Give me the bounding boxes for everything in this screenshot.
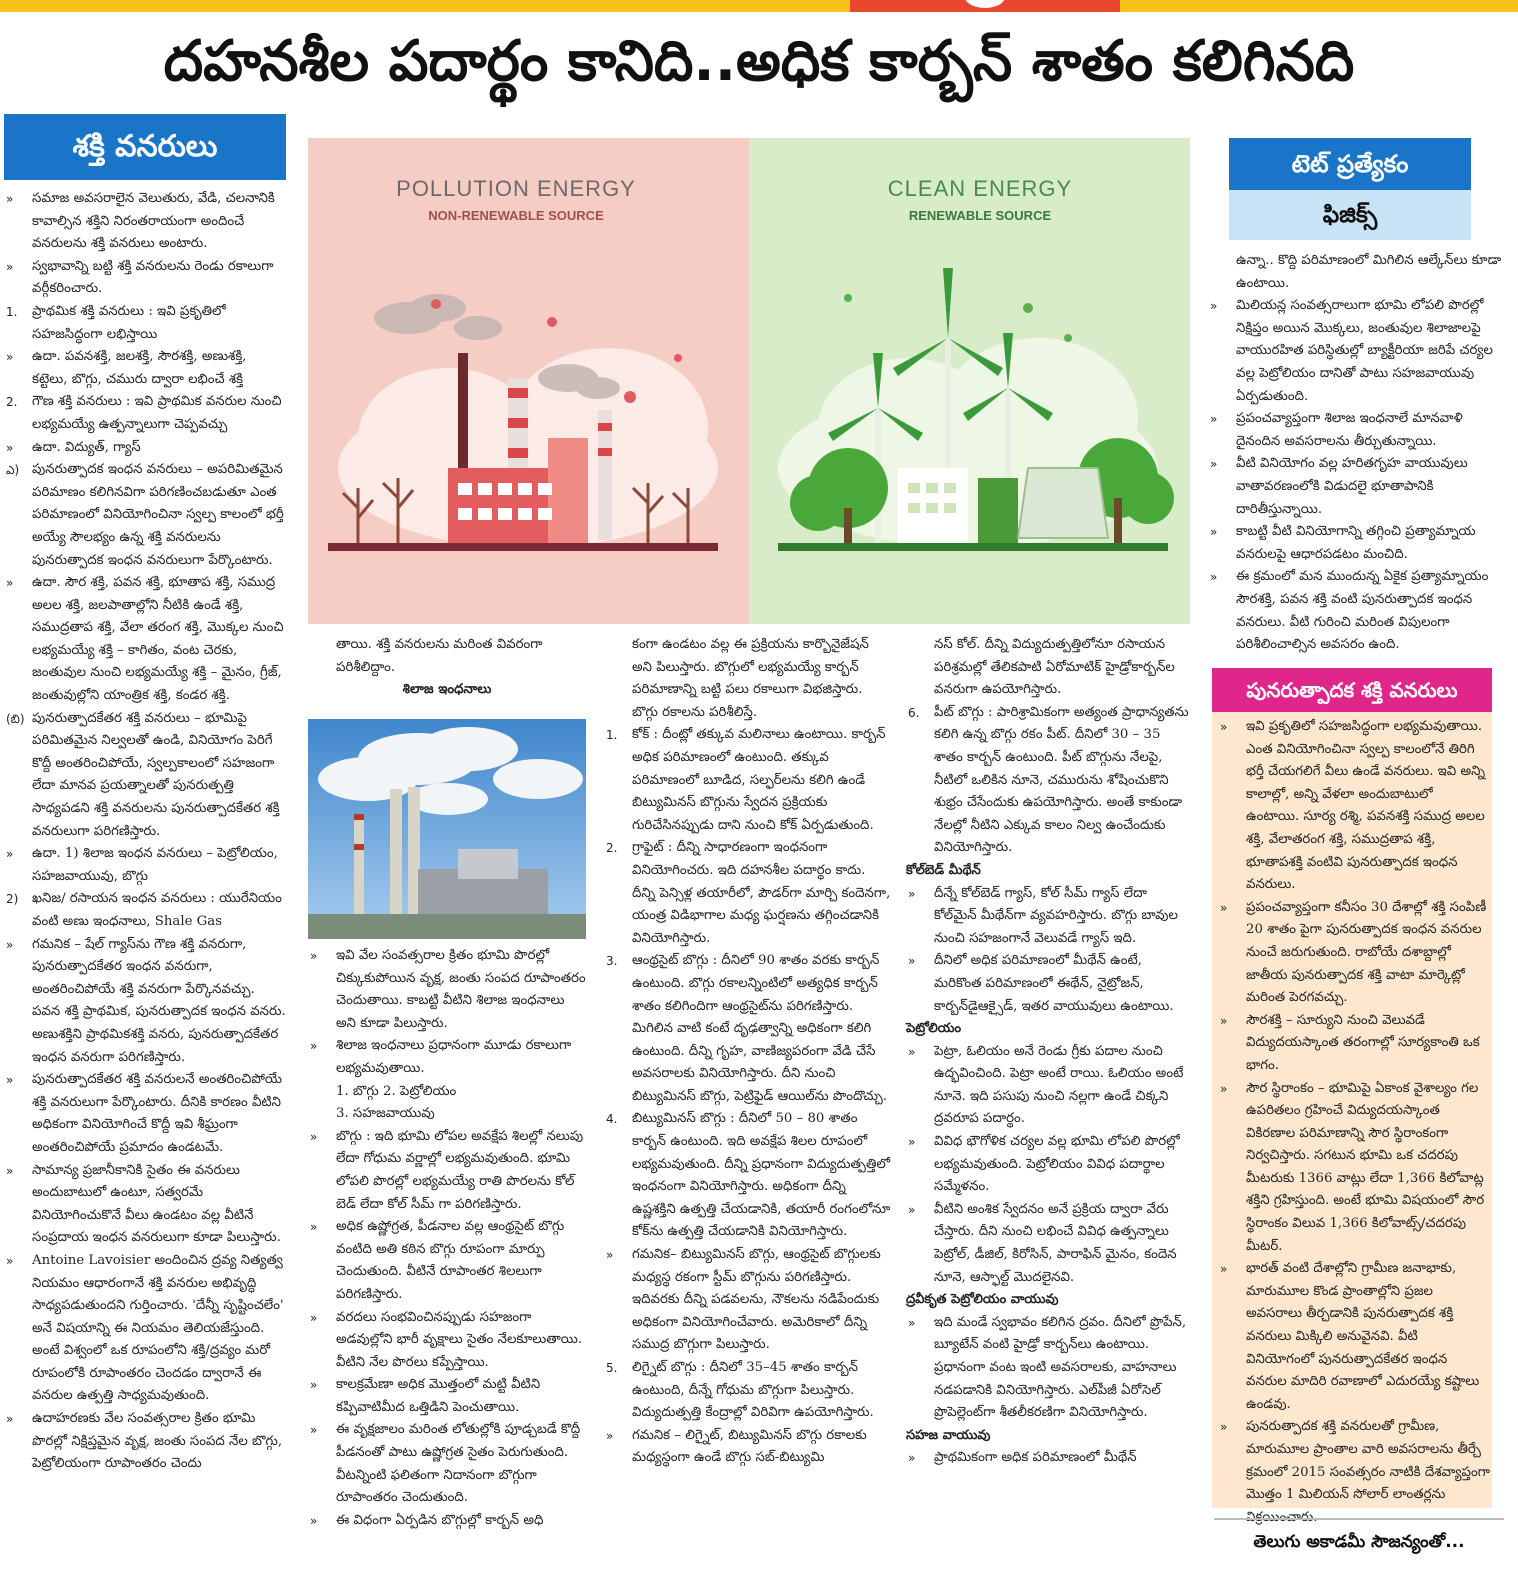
column-5-top <box>1208 250 1504 662</box>
paragraph-text: ఉదా. 1) శిలాజ ఇంధన వనరులు – పెట్రోలియం, సహజవాయువు, బొగ్గు <box>32 846 278 884</box>
bullet-marker: » <box>1220 900 1228 915</box>
paragraph-text: ఆంథ్రసైట్ బొగ్గు : దీనిలో 90 శాతం వరకు కార్బన్ ఉంటుంది. బొగ్గు రకాలన్నింటిలో అత్యధిక కార్బన్ శాతం కలిగిందిగా ఆంథ్రసైట్‌ను పరిగణిస్తారు. మిగిలిన వాటి కంటే దృఢత్వాన్ని అధికంగా కలిగి ఉంటుంది. దీన్ని గృహ, వాణిజ్యపరంగా వేడి చేసే అవసరాలకు వినియోగిస్తారు. దీని నుంచి బిట్యుమినస్ బొగ్గు, పెట్రిఫైడ్ ఆయిల్‌ను పొందొచ్చు. <box>632 953 888 1104</box>
col2b-paragraph <box>308 1081 586 1104</box>
col1-paragraph <box>4 188 286 256</box>
paragraph-text: సమాజ అవసరాలైన వెలుతురు, వేడి, చలనానికి కావాల్సిన శక్తిని నిరంతరాయంగా అందించే వనరులను శక్తి వనరులు అంటారు. <box>32 191 275 252</box>
paragraph-text: కాలక్రమేణా అధిక మొత్తంలో మట్టి వీటిని కప్పివాటిమీద ఒత్తిడిని పెంచుతాయి. <box>336 1377 541 1415</box>
col1-paragraph <box>4 1250 286 1408</box>
bullet-marker: » <box>6 192 14 206</box>
paragraph-text: ప్రపంచవ్యాప్తంగా శిలాజ ఇంధనాలే మానవాళి దైనందిన అవసరాలను తీర్చుతున్నాయి. <box>1236 411 1463 449</box>
renewable-subtitle: RENEWABLE SOURCE <box>908 208 1052 223</box>
paragraph-text: గౌణ శక్తి వనరులు : ఇవి ప్రాథమిక వనరుల నుంచి లభ్యమయ్యే ఉత్పన్నాలుగా చెప్పవచ్చు <box>32 394 282 432</box>
bullet-marker: (బి) <box>6 711 25 726</box>
bullet-marker: » <box>606 1428 614 1443</box>
paragraph-text: ఇవి ప్రకృతిలో సహజసిద్ధంగా లభ్యమవుతాయి. ఎంత వినియోగించినా స్వల్ప కాలంలోనే తిరిగి భర్తీ చేయగలిగే వీలు ఉండే వనరులు. ఇవి అన్ని కాలాల్లో, అన్ని వేళలా అందుబాటులో ఉంటాయి. సూర్య రశ్మి, పవనశక్తి సముద్ర అలల శక్తి, వేలాతరంగ శక్తి, సముద్రతాప శక్తి, భూతాపశక్తి వంటివి పునరుత్పాదక ఇంధన వనరులు. <box>1246 719 1485 893</box>
col2b-paragraph <box>308 1126 586 1216</box>
col3-paragraph <box>604 950 892 1108</box>
bullet-marker: » <box>310 1378 318 1393</box>
bullet-marker: 2) <box>6 892 19 907</box>
bullet-marker: » <box>606 1248 614 1263</box>
bullet-marker: » <box>1210 570 1218 585</box>
paragraph-text: ప్రపంచవ్యాప్తంగా కనీసం 30 దేశాల్లో శక్తి సంపిణీ 20 శాతం పైగా పునరుత్పాదక ఇంధన వనరుల నుంచే జరుగుతుంది. రాబోయే దశాబ్దాల్లో జాతీయ పునరుత్పాదక శక్తి వాటా మార్కెట్లో మరింత పెరగవచ్చు. <box>1246 899 1487 1006</box>
paragraph-text: ఉదా. సౌర శక్తి, పవన శక్తి, భూతాప శక్తి, సముద్ర అలల శక్తి, జలపాతాల్లోని నీటికి ఉండే శక్తి, సముద్రతాప శక్తి, వేలా తరంగ శక్తి, మొక్కల నుంచి లభ్యమయ్యే శక్తి – కాగితం, వంట చెరకు, జంతువుల నుంచి లభ్యమయ్యే శక్తి – మైనం, గ్రీజ్, జంతువుల్లోని యాంత్రిక శక్తి, కండర శక్తి. <box>32 575 284 704</box>
paragraph-text: ఈ క్రమంలో మన ముందున్న ఏకైక ప్రత్యామ్నాయం సౌరశక్తి, పవన శక్తి వంటి పునరుత్పాదక ఇంధన వనరులు. వీటి గురించి మరింత విపులంగా పరిశీలించాల్సిన అవసరం ఉంది. <box>1236 569 1489 653</box>
bullet-marker: » <box>1210 457 1218 472</box>
bullet-marker: » <box>310 949 318 963</box>
section-title-energy-resources: శక్తి వనరులు <box>4 114 286 180</box>
col5a-paragraph <box>1208 250 1504 295</box>
bullet-marker: » <box>908 1315 916 1330</box>
col4-paragraph <box>906 1289 1192 1312</box>
paragraph-text: 3. సహజవాయువు <box>336 1106 435 1122</box>
col1-paragraph <box>4 708 286 844</box>
page-headline: దహనశీల పదార్థం కానిది..అధిక కార్బన్ శాతం కలిగినది <box>163 29 1355 94</box>
bullet-marker: 6. <box>908 705 920 720</box>
bullet-marker: » <box>908 886 916 901</box>
col4-paragraph <box>906 883 1192 951</box>
non-renewable-subtitle: NON-RENEWABLE SOURCE <box>428 208 604 223</box>
bullet-marker: » <box>908 1451 916 1466</box>
paragraph-text: Antoine Lavoisier అందించిన ద్రవ్య నిత్యత్వ నియమం ఆధారంగానే శక్తి వనరుల అభివృద్ధి సాధ్యపడుతుందని గుర్తించారు. 'దేన్నీ సృష్టించలేం' అనే విషయాన్ని ఈ నియమం తెలియజేస్తుంది. అంటే విశ్వంలో ఒక రూపంలోని శక్తి/ద్రవ్యం మరో రూపంలోకి రూపాంతరం చెందడం ద్వారానే ఈ వనరుల ఉత్పత్తి సాధ్యమవుతుంది. <box>32 1252 284 1404</box>
col3-paragraph <box>604 1244 892 1357</box>
bullet-marker: » <box>6 259 14 274</box>
col1-paragraph <box>4 459 286 572</box>
bullet-marker: » <box>310 1310 318 1325</box>
paragraph-text: పెట్రోలియం <box>906 1021 962 1037</box>
col4-paragraph <box>906 950 1192 1018</box>
bullet-marker: 5. <box>606 1361 618 1375</box>
col1-paragraph <box>4 1069 286 1159</box>
bullet-marker: » <box>310 1423 318 1438</box>
col4-paragraph <box>906 1312 1192 1425</box>
paragraph-text: ఉదాహరణకు వేల సంవత్సరాల క్రితం భూమి పొరల్లో నిక్షిప్తమైన వృక్ష, జంతు సంపద నేల బొగ్గు, పెట్రోలియంగా రూపాంతరం చెందు <box>32 1411 283 1472</box>
col2b-paragraph <box>308 1035 586 1080</box>
col5b-paragraph <box>1218 1078 1490 1259</box>
col1-paragraph <box>4 346 286 391</box>
col4-paragraph <box>906 1447 1192 1470</box>
col5a-paragraph <box>1208 408 1504 453</box>
col4-paragraph <box>906 1018 1192 1041</box>
col2b-paragraph <box>308 1307 586 1375</box>
bullet-marker: 3. <box>606 954 618 969</box>
renewable-energy-title-box: పునరుత్పాదక శక్తి వనరులు <box>1212 668 1492 712</box>
paragraph-text: 1. బొగ్గు 2. పెట్రోలియం <box>336 1083 457 1099</box>
col1-paragraph <box>4 888 286 933</box>
col1-paragraph <box>4 843 286 888</box>
col1-paragraph <box>4 572 286 708</box>
col3-paragraph <box>604 837 892 950</box>
paragraph-text: భారత్ వంటి దేశాల్లోని గ్రామీణ జనాభాకు, మారుమూల కొండ ప్రాంతాల్లోని ప్రజల అవసరాలు తీర్చడానికి పునరుత్పాదక శక్తి వనరులు మిక్కిలి అనువైనవి. వీటి వినియోగంలో పునరుత్పాదకేతర ఇంధన వనరుల మాదిరి రవాణాలో ఎదురయ్యే కష్టాలు ఉండవు. <box>1246 1261 1480 1412</box>
col2b-paragraph <box>308 1103 586 1126</box>
paragraph-text: ఇవి వేల సంవత్సరాల క్రితం భూమి పొరల్లో చిక్కుకుపోయిన వృక్ష, జంతు సంపద రూపాంతరం చెందుతాయి. కాబట్టి వీటిని శిలాజ ఇంధనాలు అని కూడా పిలుస్తారు. <box>336 948 586 1031</box>
bullet-marker: 1. <box>6 304 18 319</box>
col3-paragraph <box>604 1425 892 1470</box>
column-5-bottom <box>1218 716 1490 1525</box>
column-3 <box>604 634 892 1563</box>
paragraph-text: ఉదా. పవనశక్తి, జలశక్తి, సౌరశక్తి, అణుశక్తి, కట్టెలు, బొగ్గు, చమురు ద్వారా లభించే శక్తి <box>32 349 247 387</box>
bullet-marker: » <box>6 1412 14 1427</box>
bullet-marker: » <box>6 937 14 952</box>
paragraph-text: ఉదా. విద్యుత్, గ్యాస్ <box>32 439 141 455</box>
column-2-bottom <box>308 945 586 1563</box>
tet-special-box: టెట్ ప్రత్యేకం <box>1229 138 1471 190</box>
col5a-paragraph <box>1208 566 1504 656</box>
clean-energy-title: CLEAN ENERGY <box>887 176 1073 201</box>
paragraph-text: సౌరశక్తి – సూర్యుని నుంచి వెలువడే విద్యుదయస్కాంత తరంగాల్లో సూర్యకాంతి ఒక భాగం. <box>1246 1012 1480 1073</box>
column-2-top <box>308 634 586 714</box>
bullet-marker: » <box>1220 1013 1228 1028</box>
paragraph-text: సౌర స్థిరాంకం – భూమిపై ఏకాంక వైశాల్యం గల ఉపరితలం గ్రహించే విద్యుదయస్కాంత వికిరణాల పరిమాణాన్ని సౌర స్థిరాంకంగా నిర్వచిస్తారు. సగటున భూమి ఒక చదరపు మీటరుకు 1366 వాట్లు లేదా 1,366 కిలోవాట్ల శక్తిని గ్రహిస్తుంది. అంటే భూమి విషయంలో సౌర స్థిరాంకం విలువ 1,366 కిలోవాట్స్/చదరపు మీటర్. <box>1246 1080 1485 1254</box>
paragraph-text: కాబట్టి వీటి వినియోగాన్ని తగ్గించి ప్రత్యామ్నాయ వనరులపై ఆధారపడటం మంచిది. <box>1236 524 1476 562</box>
bullet-marker: » <box>6 350 14 365</box>
paragraph-text: ఇది మండే స్వభావం కలిగిన ద్రవం. దీనిలో ప్రొపేన్, బ్యూటేన్ వంటి హైడ్రో కార్బన్‌లు ఉంటాయి. ప్రధానంగా వంట ఇంటి అవసరాలకు, వాహనాలు నడపడానికి వినియోగిస్తారు. ఎల్‌పీజీ ఏరోసెల్ ప్రొపెల్లెంట్‌గా శీతలీకరణిగా వినియోగిస్తారు. <box>934 1314 1187 1421</box>
paragraph-text: గమనిక – షేల్ గ్యాస్‌ను గౌణ శక్తి వనరుగా, పునరుత్పాదకేతర ఇంధన వనరుగా, అంతరించిపోయే శక్తి వనరుగా పేర్కొనవచ్చు. పవన శక్తి ప్రాథమిక, పునరుత్పాదక ఇంధన వనరు. అణుశక్తిని ప్రాథమికశక్తి వనరు, పునరుత్పాదకేతర ఇంధన వనరుగా పరిగణిస్తారు. <box>32 936 286 1065</box>
bullet-marker: 1. <box>606 728 618 743</box>
paragraph-text: సహజ వాయువు <box>906 1427 991 1443</box>
paragraph-text: ఖనిజ/ రసాయన ఇంధన వనరులు : యురేనియం వంటి అణు ఇంధనాలు, Shale Gas <box>32 891 282 929</box>
col2b-paragraph <box>308 1510 586 1533</box>
paragraph-text: ప్రాథమిక శక్తి వనరులు : ఇవి ప్రకృతిలో సహజసిద్ధంగా లభిస్తాయి <box>32 303 226 342</box>
paragraph-text: ఈ విధంగా ఏర్పడిన బొగ్గుల్లో కార్బన్ అధి <box>336 1512 544 1528</box>
paragraph-text: సామాన్య ప్రజానీకానికి సైతం ఈ వనరులు అందుబాటులో ఉంటూ, సత్వరమే వినియోగించుకొనే వీలు ఉండటం వల్ల వీటినే సంప్రదాయ ఇంధన వనరులుగా కూడా పిలుస్తారు. <box>32 1162 281 1246</box>
col2b-paragraph <box>308 1374 586 1419</box>
col1-paragraph <box>4 934 286 1070</box>
col4-paragraph <box>906 1131 1192 1199</box>
paragraph-text: పీట్ బొగ్గు : పారిశ్రామికంగా అత్యంత ప్రాధాన్యతను కలిగి ఉన్న బొగ్గు రకం పీట్. దీనిలో 30 – 35 శాతం కార్బన్ ఉంటుంది. పీట్ బొగ్గును నేలపై, నీటిలో ఒలికిన నూనె, చమురును శోషించుకొని శుభ్రం చేసేందుకు ఉపయోగిస్తారు. అంతే కాకుండా నేలల్లో నీటిని ఎక్కువ కాలం నిల్వ ఉంచేందుకు వినియోగిస్తారు. <box>934 704 1189 856</box>
col5b-paragraph <box>1218 1010 1490 1078</box>
paragraph-text: నస్ కోల్. దీన్ని విద్యుదుత్పత్తిలోనూ రసాయన పరిశ్రమల్లో తేలికపాటి ఏరోమాటిక్ హైడ్రోకార్బన్‌ల వనరుగా ఉపయోగిస్తారు. <box>934 637 1175 698</box>
col5b-paragraph <box>1218 1258 1490 1416</box>
paragraph-text: దీనిలో అధిక పరిమాణంలో మీథేన్ ఉంటే, మరికొంత పరిమాణంలో ఈథేన్, నైట్రోజన్, కార్బన్‌డైఆక్సైడ్, ఇతర వాయువులు ఉంటాయి. <box>934 953 1174 1014</box>
bullet-marker: » <box>1220 1262 1228 1277</box>
bullet-marker: » <box>6 576 14 591</box>
col5a-paragraph <box>1208 295 1504 408</box>
col3-paragraph <box>604 634 892 724</box>
bullet-marker: » <box>1210 525 1218 540</box>
paragraph-text: కోక్ : దీంట్లో తక్కువ మలినాలు ఉంటాయి. కార్బన్ అధిక పరిమాణంలో ఉంటుంది. తక్కువ పరిమాణంలో బూడిద, సల్ఫర్‌లను కలిగి ఉండే బిట్యుమినస్ బొగ్గును స్వేదన ప్రక్రియకు గురిచేసినప్పుడు దాని నుంచి కోక్ ఏర్పడుతుంది. <box>632 727 886 833</box>
col4-paragraph <box>906 634 1192 702</box>
bullet-marker: 2. <box>606 841 618 856</box>
paragraph-text: మిలియన్ల సంవత్సరాలుగా భూమి లోపలి పొరల్లో నిక్షిప్తం అయిన మొక్కలు, జంతువుల శిలాజాలపై వాయురహిత పరిస్థితుల్లో బ్యాక్టీరియా జరిపే చర్యల వల్ల పెట్రోలియం దానితో పాటు సహజవాయువు ఏర్పడుతుంది. <box>1236 298 1493 404</box>
paragraph-text: అధిక ఉష్ణోగ్రత, పీడనాల వల్ల ఆంథ్రసైట్ బొగ్గు వంటిది అతి కఠిన బొగ్గు రూపంగా మార్పు చెందుతుంది. వీటినే రూపాంతర శిలలుగా పరిగణిస్తారు. <box>336 1219 565 1302</box>
paragraph-text: దీన్నే కోల్‌బెడ్ గ్యాస్, కోల్ సీమ్ గ్యాస్ లేదా కోల్‌మైన్ మీథేన్‌గా వ్యవహరిస్తారు. బొగ్గు బావుల నుంచి సహజంగానే వెలువడే గ్యాస్ ఇది. <box>934 885 1178 946</box>
paragraph-text: వివిధ భౌగోళిక చర్యల వల్ల భూమి లోపలి పొరల్లో లభ్యమవుతుంది. పెట్రోలియం వివిధ పదార్థాల సమ్మేళనం. <box>934 1134 1180 1195</box>
bullet-marker: » <box>6 847 14 862</box>
col2b-paragraph <box>308 945 586 1035</box>
bullet-marker: » <box>908 954 916 969</box>
paragraph-text: పెట్రా, ఓలియం అనే రెండు గ్రీకు పదాల నుంచి ఉద్భవించింది. పెట్రా అంటే రాయి. ఓలియం అంటే నూనె. ఇది పసుపు నుంచి నల్లగా ఉండే చిక్కని ద్రవరూప పదార్థం. <box>934 1043 1184 1127</box>
pollution-vs-clean-energy-image <box>308 138 1190 624</box>
paragraph-text: శిలాజ ఇంధనాలు <box>402 682 492 698</box>
col5b-paragraph <box>1218 1416 1490 1529</box>
bullet-marker: 4. <box>606 1112 618 1127</box>
paragraph-text: బిట్యుమినస్ బొగ్గు : దీనిలో 50 – 80 శాతం కార్బన్ ఉంటుంది. ఇది అవక్షేప శిలల రూపంలో లభ్యమవుతుంది. దీన్ని ప్రధానంగా విద్యుదుత్పత్తిలో ఇంధనంగా వినియోగిస్తారు. అధికంగా దీన్ని ఉష్ణశక్తిని ఉత్పత్తి చేయడానికి, తయారీ రంగంలోనూ కోక్‌ను ఉత్పత్తి చేయడానికి వినియోగిస్తారు. <box>632 1111 891 1240</box>
bullet-marker: » <box>6 440 14 455</box>
col4-paragraph <box>906 1041 1192 1131</box>
bullet-marker: ఎ) <box>6 463 20 478</box>
bullet-marker: » <box>310 1039 318 1054</box>
col3-paragraph <box>604 724 892 837</box>
paragraph-text: పునరుత్పాదకేతర శక్తి వనరులు – భూమిపై పరిమితమైన నిల్వలతో ఉండి, వినియోగం పెరిగే కొద్దీ అంతరించిపోయే, స్వల్పకాలంలో సహజంగా లేదా మానవ ప్రయత్నాలతో పునరుత్పత్తి సాధ్యపడని శక్తి వనరులను పునరుత్పాదకేతర శక్తి వనరులుగా పరిగణిస్తారు. <box>32 710 280 839</box>
bullet-marker: » <box>6 1073 14 1088</box>
col5a-paragraph <box>1208 521 1504 566</box>
bullet-marker: » <box>908 1202 916 1217</box>
bullet-marker: 2. <box>6 395 18 410</box>
paragraph-text: కోల్‌బెడ్ మీథేన్ <box>906 862 981 878</box>
col4-paragraph <box>906 1199 1192 1289</box>
power-plant-photo <box>308 719 586 939</box>
bullet-marker: » <box>908 1044 916 1059</box>
energy-illustration <box>308 138 1190 624</box>
col4-paragraph <box>906 860 1192 883</box>
col1-paragraph <box>4 391 286 436</box>
col5b-paragraph <box>1218 716 1490 897</box>
bullet-marker: » <box>1210 299 1218 314</box>
col5b-paragraph <box>1218 897 1490 1010</box>
col1-paragraph <box>4 256 286 301</box>
paragraph-text: కంగా ఉండటం వల్ల ఈ ప్రక్రియను కార్బొనైజేషన్ అని పిలుస్తారు. బొగ్గులో లభ్యమయ్యే కార్బన్ పరిమాణాన్ని బట్టి పలు రకాలుగా విభజిస్తారు. బొగ్గు రకాలను పరిశీలిస్తే. <box>632 637 869 720</box>
paragraph-text: వీటి వినియోగం వల్ల హరితగృహ వాయువులు వాతావరణంలోకి విడుదలై భూతాపానికి దారితీస్తున్నాయి. <box>1236 456 1468 517</box>
paragraph-text: తాయి. శక్తి వనరులను మరింత వివరంగా పరిశీలిద్దాం. <box>336 637 543 675</box>
col3-paragraph <box>604 1108 892 1244</box>
paragraph-text: ద్రవీకృత పెట్రోలియం వాయువు <box>906 1292 1059 1308</box>
col2b-paragraph <box>308 1216 586 1306</box>
col4-paragraph <box>906 702 1192 860</box>
col1-paragraph <box>4 1160 286 1250</box>
bullet-marker: » <box>1220 1420 1228 1435</box>
bullet-marker: » <box>1220 720 1228 734</box>
paragraph-text: స్వభావాన్ని బట్టి శక్తి వనరులను రెండు రకాలుగా వర్గీకరించారు. <box>32 258 274 297</box>
bullet-marker: » <box>310 1513 318 1528</box>
col2a-paragraph <box>308 679 586 702</box>
telugu-academy-credit: తెలుగు అకాడమీ సౌజన్యంతో... <box>1214 1518 1504 1562</box>
col2a-paragraph <box>308 634 586 679</box>
col4-paragraph <box>906 1425 1192 1448</box>
bullet-marker: » <box>1220 1081 1228 1096</box>
paragraph-text: గమనిక– బిట్యుమినస్ బొగ్గు, ఆంథ్రసైట్ బొగ్గులకు మధ్యస్థ రకంగా స్టీమ్ బొగ్గును పరిగణిస్తారు. ఇదివరకు దీన్ని పడవలను, నౌకలను నడిపేందుకు అధికంగా వినియోగించేవారు. అమెరికాలో దీన్ని సముద్ర బొగ్గుగా పిలుస్తారు. <box>632 1247 881 1353</box>
paragraph-text: ఈ వృక్షజాలం మరింత లోతుల్లోకి పూడ్చబడే కొద్దీ పీడనంతో పాటు ఉష్ణోగ్రత సైతం పెరుగుతుంది. వీటన్నింటి ఫలితంగా నిదానంగా బొగ్గుగా రూపాంతరం చెందుతుంది. <box>336 1422 581 1506</box>
paragraph-text: బొగ్గు : ఇది భూమి లోపల అవక్షేప శిలల్లో నలుపు లేదా గోధుమ వర్ణాల్లో లభ్యమవుతుంది. భూమి లోపలి పొరల్లో లభ్యమయ్యే రాతి పొరలను కోల్ బెడ్ లేదా కోల్ సీమ్ గా పరిగణిస్తారు. <box>336 1128 584 1212</box>
col3-paragraph <box>604 1357 892 1425</box>
paragraph-text: వరదలు సంభవించినప్పుడు సహజంగా అడవుల్లోని భారీ వృక్షాలు సైతం నేలకూలుతాయి. వీటిని నేల పొరలు కప్పేస్తాయి. <box>336 1309 583 1370</box>
col1-paragraph <box>4 1408 286 1476</box>
paragraph-text: గమనిక – లిగ్నైట్, బిట్యుమినస్ బొగ్గు రకాలకు మధ్యస్థంగా ఉండే బొగ్గు సబ్-బిట్యుమి <box>632 1427 867 1466</box>
col2b-paragraph <box>308 1419 586 1509</box>
column-4 <box>906 634 1192 1563</box>
pollution-energy-title: POLLUTION ENERGY <box>396 176 636 201</box>
paragraph-text: శిలాజ ఇంధనాలు ప్రధానంగా మూడు రకాలుగా లభ్యమవుతాయి. <box>336 1038 572 1076</box>
paragraph-text: ఉన్నా.. కొద్ది పరిమాణంలో మిగిలిన ఆల్కేన్‌లు కూడా ఉంటాయి. <box>1236 253 1502 291</box>
col5a-paragraph <box>1208 453 1504 521</box>
paragraph-text: ప్రాథమికంగా అధిక పరిమాణంలో మీథేన్ <box>934 1450 1137 1466</box>
bullet-marker: » <box>310 1220 318 1235</box>
col1-paragraph <box>4 301 286 346</box>
paragraph-text: పునరుత్పాదక శక్తి వనరులతో గ్రామీణ, మారుమూల ప్రాంతాల వారి అవసరాలను తీర్చే క్రమంలో 2015 సంవత్సరం నాటికి దేశవ్యాప్తంగా మొత్తం 1 మిలియన్ సోలార్ లాంతర్లను విక్రయించారు. <box>1246 1419 1490 1525</box>
top-color-bar <box>0 0 1518 12</box>
paragraph-text: పునరుత్పాదక ఇంధన వనరులు – అపరిమితమైన పరిమాణం కలిగినవిగా పరిగణించబడుతూ ఎంత పరిమాణంలో వినియోగించినా స్వల్ప కాలంలో భర్తీ అయ్యే సౌలభ్యం ఉన్న శక్తి వనరులను పునరుత్పాదక ఇంధన వనరులుగా పేర్కొంటారు. <box>32 462 284 568</box>
bullet-marker: » <box>1210 412 1218 427</box>
paragraph-text: పునరుత్పాదకేతర శక్తి వనరులనే అంతరించిపోయే శక్తి వనరులుగా పేర్కొంటారు. దీనికి కారణం వీటిని అధికంగా వినియోగించే కొద్దీ ఇవి శీఘ్రంగా అంతరించిపోయే ప్రమాదం ఉండటమే. <box>32 1072 282 1155</box>
bullet-marker: » <box>908 1135 916 1150</box>
column-1 <box>4 188 286 1563</box>
bullet-marker: » <box>6 1163 14 1178</box>
paragraph-text: లిగ్నైట్ బొగ్గు : దీనిలో 35–45 శాతం కార్బన్ ఉంటుంది, దీన్నే గోధుమ బొగ్గుగా పిలుస్తారు. విద్యుదుత్పత్తి కేంద్రాల్లో విరివిగా ఉపయోగిస్తారు. <box>632 1360 874 1421</box>
paragraph-text: వీటిని అంశిక స్వేదనం అనే ప్రక్రియ ద్వారా వేరు చేస్తారు. దీని నుంచి లభించే వివిధ ఉత్పన్నాలు పెట్రోల్, డీజిల్, కిరోసిన్, పారాఫిన్ మైనం, కందెన నూనె, ఆస్ఫాల్ట్ మొదలైనవి. <box>934 1201 1177 1285</box>
bullet-marker: » <box>310 1129 318 1144</box>
bullet-marker: » <box>6 1253 14 1268</box>
paragraph-text: గ్రాఫైట్ : దీన్ని సాధారణంగా ఇంధనంగా వినియోగించరు. ఇది దహనశీల పదార్థం కాదు. దీన్ని పెన్సిళ్ల తయారీలో, పౌడర్‌గా మార్చి కందెనగా, యంత్ర విడిభాగాల మధ్య ఘర్షణను తగ్గించడానికి వినియోగిస్తారు. <box>632 840 891 946</box>
physics-subject-box: ఫిజిక్స్ <box>1229 190 1471 240</box>
col1-paragraph <box>4 437 286 460</box>
